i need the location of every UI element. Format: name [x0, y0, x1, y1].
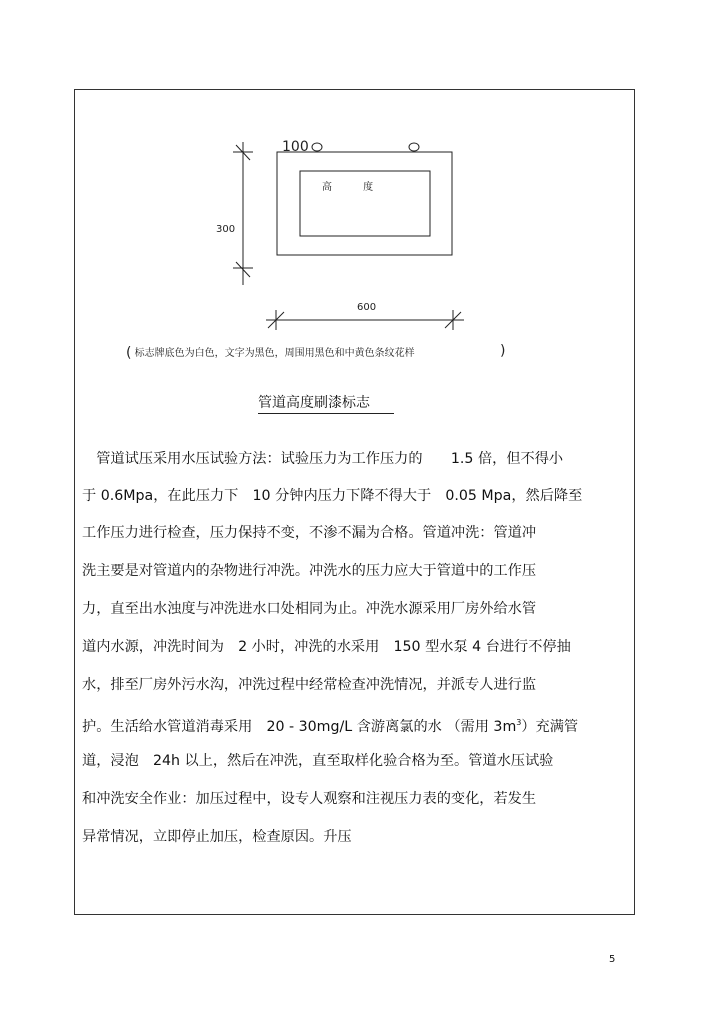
note-text: 标志牌底色为白色，文字为黑色，周围用黑色和中黄色条纹花样	[134, 348, 415, 359]
body-line-7: 水，排至厂房外污水沟，冲洗过程中经常检查冲洗情况，并派专人进行监	[82, 677, 537, 693]
body-line-10: 和冲洗安全作业：加压过程中，设专人观察和注视压力表的变化，若发生	[82, 791, 537, 807]
body-line-11: 异常情况，立即停止加压，检查原因。升压	[82, 829, 352, 845]
body-line-8-text: 护。生活给水管道消毒采用 20 - 30mg/L 含游离氯的水 （需用 3m	[82, 719, 517, 735]
body-line-5: 力，直至出水浊度与冲洗进水口处相同为止。冲洗水源采用厂房外给水管	[82, 601, 537, 617]
superscript-3: 3	[516, 718, 522, 727]
sign-text: 高 度	[322, 182, 388, 193]
note-close-paren: )	[500, 343, 506, 359]
hanging-ring-right	[409, 143, 419, 151]
body-line-1: 管道试压采用水压试验方法：试验压力为工作压力的 1.5 倍，但不得小	[82, 451, 564, 467]
hanging-ring-left	[312, 143, 322, 151]
body-line-8-tail: ）充满管	[521, 719, 579, 735]
body-line-6: 道内水源，冲洗时间为 2 小时，冲洗的水采用 150 型水泵 4 台进行不停抽	[82, 639, 571, 655]
dim-label-100: 100	[282, 139, 309, 155]
sign-outer-border	[277, 152, 452, 255]
page-number: 5	[609, 954, 616, 965]
body-line-2: 于 0.6Mpa，在此压力下 10 分钟内压力下降不得大于 0.05 Mpa，然后降至	[82, 488, 583, 504]
note-open-paren: (	[126, 345, 132, 361]
dim-label-600: 600	[357, 302, 377, 313]
figure-caption: 管道高度刷漆标志	[258, 392, 394, 414]
sign-note	[126, 343, 506, 361]
body-line-4: 洗主要是对管道内的杂物进行冲洗。冲洗水的压力应大于管道中的工作压	[82, 563, 537, 579]
body-line-8	[82, 714, 578, 736]
body-line-9: 道，浸泡 24h 以上，然后在冲洗，直至取样化验合格为至。管道水压试验	[82, 753, 554, 769]
body-line-3: 工作压力进行检查，压力保持不变，不渗不漏为合格。管道冲洗：管道冲	[82, 525, 537, 541]
dim-label-300: 300	[216, 224, 236, 235]
